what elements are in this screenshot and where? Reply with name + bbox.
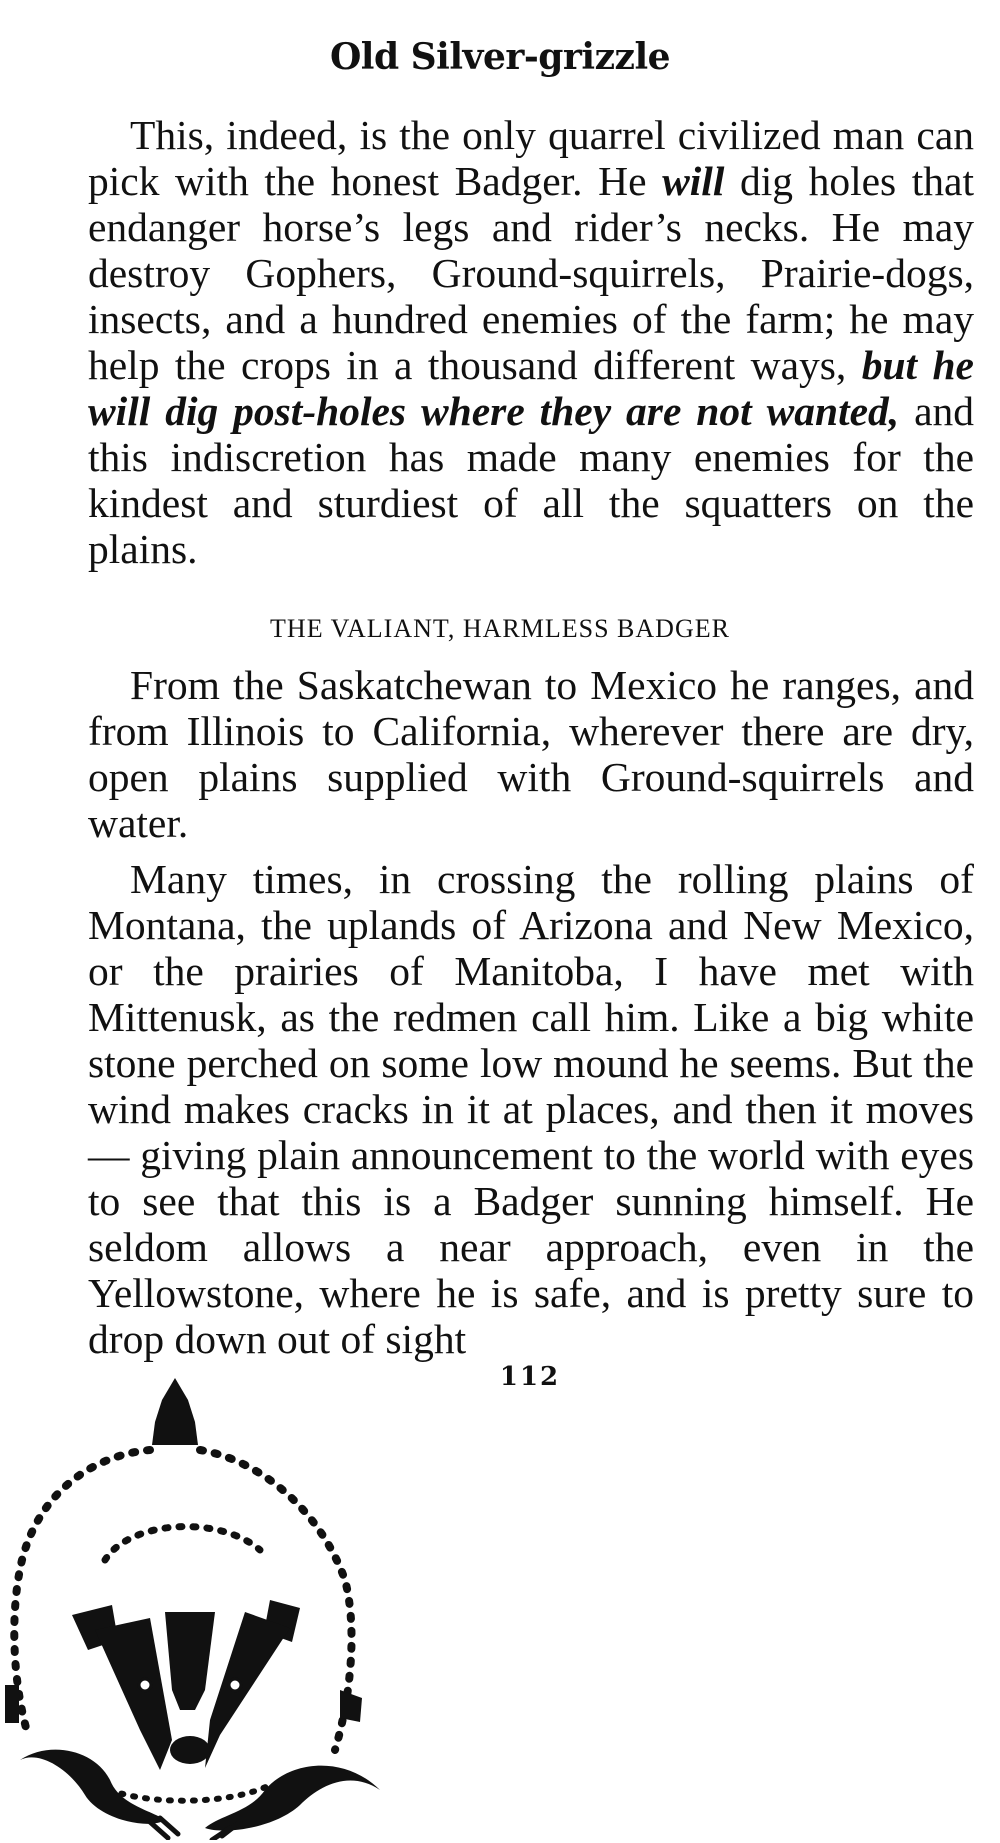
badger-icon — [0, 1350, 400, 1840]
paragraph-range: From the Saskatchewan to Mexico he ranges, and from Illinois to California, wherever there are dry, open plains supplied with Ground-squirrels and water. — [88, 662, 974, 846]
emphasis-will: will — [662, 158, 725, 204]
emphasis-post-holes: but he will dig post-holes where they are not wanted, — [88, 342, 974, 434]
paragraph-text-1b: dig holes that endanger horse’s legs and rider’s necks. He may destroy Gophers, Ground-squirrels, Prairie-dogs, insects, and a hundred enemies of the farm; he may help the crops in a thousand different ways, — [88, 158, 974, 388]
page-number: 112 — [499, 1362, 561, 1392]
paragraph-text-1c: and this indiscretion has made many enemies for the kindest and sturdiest of all the squatters on the plains. — [88, 388, 974, 572]
paragraph-badger-quarrel — [88, 112, 974, 572]
paragraph-mittenusk: Many times, in crossing the rolling plains of Montana, the uplands of Arizona and New Mexico, or the prairies of Manitoba, I have met with Mittenusk, as the redmen call him. Like a big white stone perched on some low mound he seems. But the wind makes cracks in it at places, and then it moves — giving plain announcement to the world with eyes to see that this is a Badger sunning himself. He seldom allows a near approach, even in the Yellowstone, where he is safe, and is pretty sure to drop down out of sight — [88, 856, 974, 1362]
paragraph-text-1a: This, indeed, is the only quarrel civilized man can pick with the honest Badger. He — [88, 112, 974, 204]
section-heading: THE VALIANT, HARMLESS BADGER — [270, 614, 730, 643]
running-header: Old Silver-grizzle — [329, 36, 671, 78]
